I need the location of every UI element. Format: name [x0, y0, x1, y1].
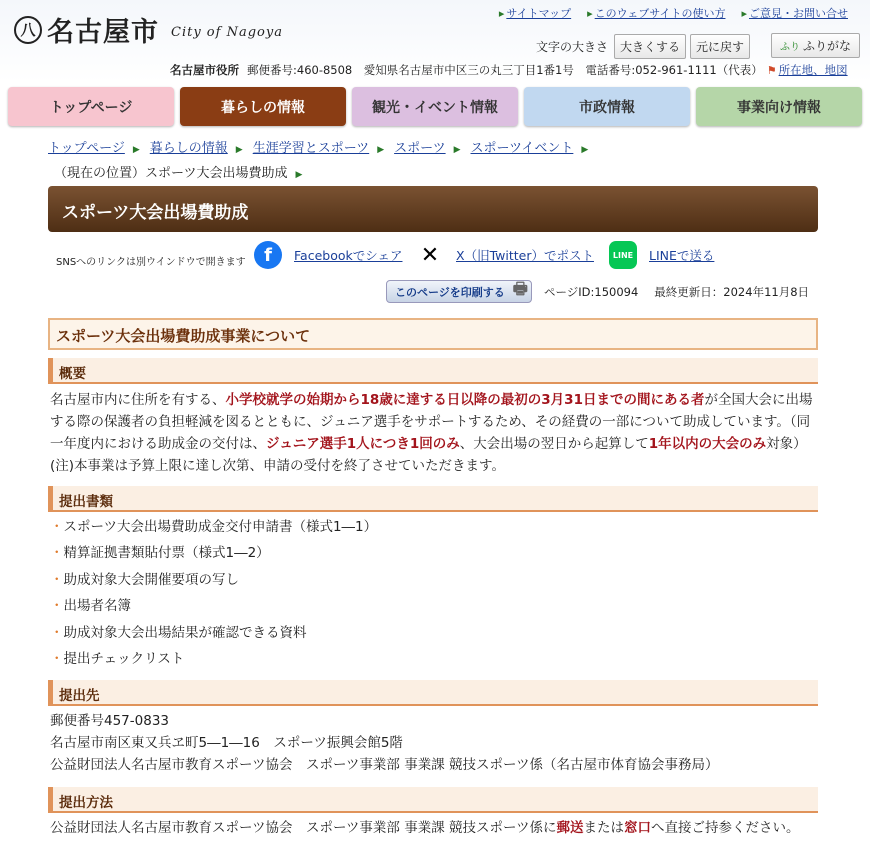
nav-business[interactable]: 事業向け情報 [696, 87, 862, 126]
text-reset-button[interactable]: 元に戻す [690, 34, 750, 59]
facebook-icon: f [254, 241, 282, 269]
heading-documents: 提出書類 [48, 486, 818, 512]
chevron-right-icon: ▶ [453, 145, 461, 155]
logo-english: City of Nagoya [171, 25, 283, 40]
list-item: ・ 精算証拠書類貼付票（様式1―2） [50, 542, 377, 568]
utility-links [499, 5, 848, 21]
page-id: ページID:150094 [544, 285, 639, 299]
line-icon: LINE [609, 241, 637, 269]
breadcrumb-sports-events[interactable]: スポーツイベント [470, 141, 574, 156]
nav-tourism[interactable]: 観光・イベント情報 [352, 87, 518, 126]
furigana-icon: ふり [780, 42, 800, 53]
map-link[interactable]: 所在地、地図 [778, 63, 848, 77]
list-item: ・ 提出チェックリスト [50, 648, 377, 674]
breadcrumb-top[interactable]: トップページ [48, 141, 125, 156]
text-size-controls [536, 34, 754, 59]
city-emblem-icon: 八 [14, 16, 42, 44]
address-text: 郵便番号:460-8508 愛知県名古屋市中区三の丸三丁目1番1号 電話番号:052-961-1111（代表） [247, 63, 763, 77]
global-nav [8, 87, 862, 126]
chevron-right-icon: ▶ [132, 145, 140, 155]
section-title: スポーツ大会出場費助成事業について [48, 318, 818, 350]
sns-share-bar [56, 241, 826, 271]
breadcrumb-current: （現在の位置）スポーツ大会出場費助成 ▶ [54, 166, 303, 181]
list-item: ・ スポーツ大会出場費助成金交付申請書（様式1―1） [50, 516, 377, 542]
printer-icon: 🖶 [512, 279, 528, 298]
usage-guide-link[interactable]: ▸ このウェブサイトの使い方 [587, 5, 725, 21]
list-item: ・ 助成対象大会出場結果が確認できる資料 [50, 622, 377, 648]
list-item: ・ 助成対象大会開催要項の写し [50, 569, 377, 595]
destination-address: 名古屋市南区東又兵ヱ町5―1―16 スポーツ振興会館5階 [50, 735, 403, 751]
nav-top-page[interactable]: トップページ [8, 87, 174, 126]
destination-text [50, 710, 820, 776]
map-flag-icon: ⚑ [766, 64, 777, 77]
breadcrumb-living[interactable]: 暮らしの情報 [149, 141, 228, 156]
chevron-right-icon: ▶ [295, 170, 303, 180]
nav-living-info[interactable]: 暮らしの情報 [180, 87, 346, 126]
method-text: 公益財団法人名古屋市教育スポーツ協会 スポーツ事業部 事業課 競技スポーツ係に郵送または窓口へ直接ご持参ください。 [50, 820, 800, 836]
breadcrumb-learning[interactable]: 生涯学習とスポーツ [252, 141, 370, 156]
page-title: スポーツ大会出場費助成 [48, 186, 818, 232]
breadcrumb-sports[interactable]: スポーツ [394, 141, 446, 156]
chevron-right-icon: ▶ [581, 145, 589, 155]
chevron-right-icon: ▶ [235, 145, 243, 155]
list-item: ・ 出場者名簿 [50, 595, 377, 621]
print-button[interactable]: このページを印刷する 🖶 [386, 280, 532, 303]
destination-organization: 公益財団法人名古屋市教育スポーツ協会 スポーツ事業部 事業課 競技スポーツ係（名古屋市体育協会事務局） [50, 757, 719, 773]
furigana-button[interactable]: ふり ふりがな [771, 33, 860, 58]
sns-note: SNSへのリンクは別ウインドウで開きます [56, 257, 246, 268]
text-larger-button[interactable]: 大きくする [614, 34, 686, 59]
chevron-right-icon: ▶ [377, 145, 385, 155]
x-share[interactable]: ✕ X（旧Twitter）でポスト [416, 241, 594, 269]
line-share[interactable]: LINE LINEで送る [609, 241, 714, 269]
page-info [544, 284, 809, 300]
overview-text: 名古屋市内に住所を有する、小学校就学の始期から18歳に達する日以降の最初の3月31日までの間にある者が全国大会に出場する際の保護者の負担軽減を図るとともに、ジュニア選手をサポートするため、その経費の一部について助成しています。（同一年度内における助成金の交付は、ジュニア選手1人につき1回のみ、大会出場の翌日から起算して1年以内の大会のみ対象） (注)本事業は予算上限に達し次第、申請の受付を終了させていただきます。 [50, 392, 814, 474]
x-icon: ✕ [420, 242, 440, 268]
contact-link[interactable]: ▸ ご意見・お問い合せ [741, 5, 848, 21]
breadcrumb [48, 137, 828, 187]
documents-list [50, 516, 377, 674]
office-name: 名古屋市役所 [170, 63, 239, 77]
site-logo[interactable] [14, 10, 283, 49]
postal-code: 郵便番号457-0833 [50, 713, 169, 729]
sitemap-link[interactable]: ▸ サイトマップ [499, 5, 571, 21]
last-updated: 最終更新日：2024年11月8日 [654, 285, 810, 299]
nav-city-admin[interactable]: 市政情報 [524, 87, 690, 126]
heading-overview: 概要 [48, 358, 818, 384]
text-size-label: 文字の大きさ [536, 40, 609, 54]
facebook-share[interactable]: f Facebookでシェア [254, 241, 402, 269]
heading-method: 提出方法 [48, 787, 818, 813]
city-hall-address [170, 62, 848, 78]
heading-destination: 提出先 [48, 680, 818, 706]
logo-text: 名古屋市 [47, 17, 159, 48]
site-header [0, 0, 870, 82]
